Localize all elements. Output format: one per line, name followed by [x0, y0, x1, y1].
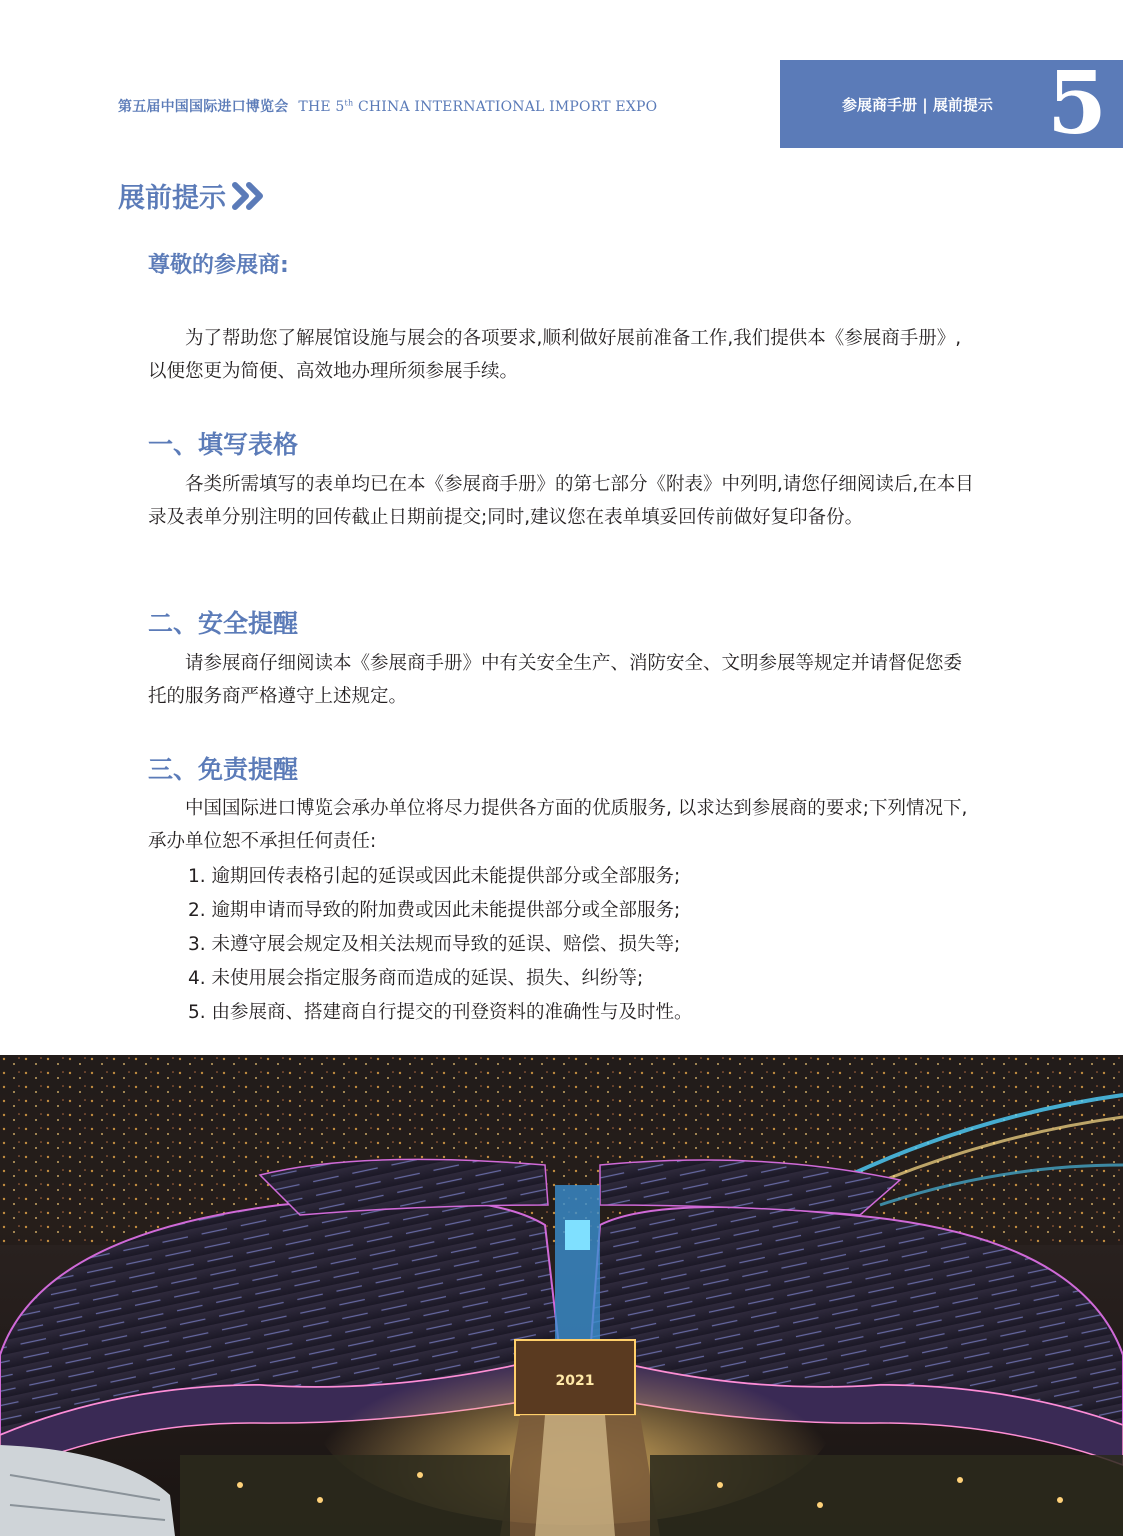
salutation: 尊敬的参展商: [148, 253, 289, 278]
header-title [118, 96, 657, 116]
list-item: 5. 由参展商、搭建商自行提交的刊登资料的准确性与及时性。 [188, 1002, 693, 1023]
edition-number: 5 [1047, 53, 1107, 154]
intro-paragraph: 为了帮助您了解展馆设施与展会的各项要求,顺利做好展前准备工作,我们提供本《参展商手册》,以便您更为简便、高效地办理所须参展手续。 [148, 328, 962, 382]
page-title-text: 展前提示 [118, 183, 226, 214]
section-title-safety: 二、安全提醒 [148, 609, 299, 638]
list-item: 3. 未遵守展会规定及相关法规而导致的延误、赔偿、损失等; [188, 934, 681, 955]
section-title-disclaimer: 三、免责提醒 [148, 755, 299, 784]
section-body-safety: 请参展商仔细阅读本《参展商手册》中有关安全生产、消防安全、文明参展等规定并请督促您委托的服务商严格遵守上述规定。 [148, 653, 963, 707]
disclaimer-list [188, 860, 693, 1030]
section-label: 参展商手册 | 展前提示 [842, 96, 993, 114]
list-item: 4. 未使用展会指定服务商而造成的延误、损失、纠纷等; [188, 968, 644, 989]
list-item: 2. 逾期申请而导致的附加费或因此未能提供部分或全部服务; [188, 900, 681, 921]
list-item: 1. 逾期回传表格引起的延误或因此未能提供部分或全部服务; [188, 866, 681, 887]
page-title [118, 176, 272, 215]
header-section-badge [780, 53, 1123, 154]
header-title-en: THE 5th CHINA INTERNATIONAL IMPORT EXPO [298, 98, 658, 115]
expo-photo-illustration [0, 1055, 1123, 1536]
expo-center-night-photo [0, 1055, 1123, 1536]
header-title-cn: 第五届中国国际进口博览会 [118, 99, 289, 115]
double-chevron-icon [232, 182, 272, 210]
section-body-disclaimer: 中国国际进口博览会承办单位将尽力提供各方面的优质服务, 以求达到参展商的要求;下列情况下,承办单位恕不承担任何责任: [148, 798, 968, 852]
plaza-sign-text: 2021 [555, 1373, 595, 1389]
section-title-forms: 一、填写表格 [148, 430, 299, 459]
section-body-forms: 各类所需填写的表单均已在本《参展商手册》的第七部分《附表》中列明,请您仔细阅读后,在本目录及表单分别注明的回传截止日期前提交;同时,建议您在表单填妥回传前做好复印备份。 [148, 474, 974, 528]
